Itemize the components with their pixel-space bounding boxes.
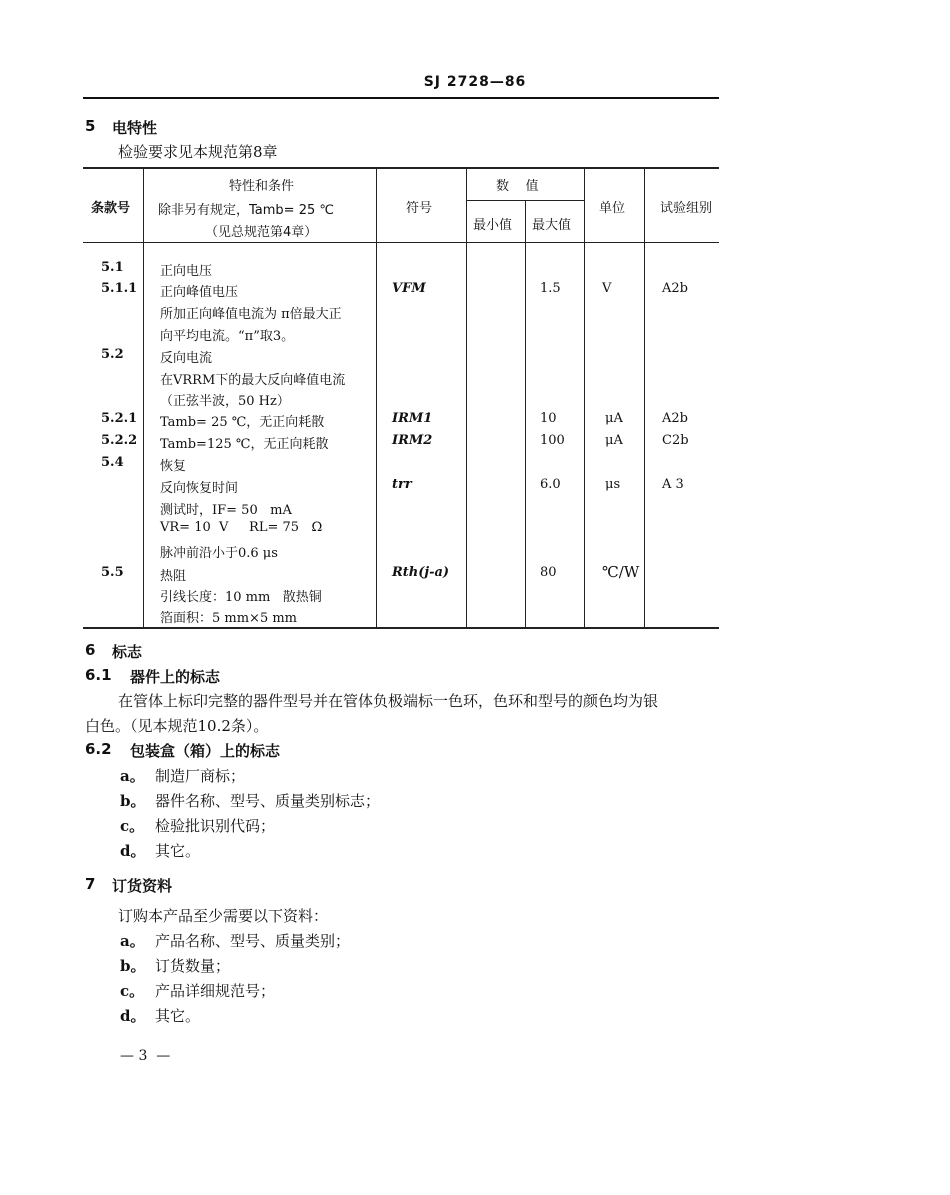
row-text: 热阻 [160, 569, 187, 584]
row-max: 10 [540, 411, 557, 426]
header-condition-line2: 除非另有规定，Tamb= 25 ℃ [158, 203, 334, 218]
table-col-rule [466, 168, 467, 627]
row-symbol: IRM2 [392, 433, 433, 448]
row-clause: 5.1.1 [101, 281, 138, 296]
list-item: 产品名称、型号、质量类别； [155, 932, 351, 950]
row-symbol: IRM1 [392, 411, 433, 426]
list-item: 器件名称、型号、质量类别标志； [155, 792, 381, 810]
list-item: 其它。 [155, 1007, 201, 1025]
row-clause: 5.2.1 [101, 411, 138, 426]
row-max: 6.0 [540, 477, 561, 492]
section-6-2-number: 6.2 [85, 740, 112, 758]
table-col-rule [376, 168, 377, 627]
row-text: 脉冲前沿小于0.6 μs [160, 546, 278, 561]
list-item: 制造厂商标； [155, 767, 246, 785]
row-unit: μs [605, 477, 621, 492]
row-text: Tamb=125 ℃，无正向耗散 [160, 437, 329, 452]
row-unit: V [602, 281, 612, 296]
section-6-paragraph-line1: 在管体上标印完整的器件型号并在管体负极端标一色环，色环和型号的颜色均为银 [118, 692, 659, 710]
section-7-title: 订货资料 [112, 877, 173, 895]
row-clause: 5.2 [101, 347, 124, 362]
table-header-rule [83, 242, 719, 243]
row-text: VR= 10 V RL= 75 Ω [160, 520, 323, 535]
table-col-rule [525, 200, 526, 627]
row-text: 恢复 [160, 459, 187, 474]
row-text: （正弦半波，50 Hz） [160, 394, 290, 409]
row-group: A2b [662, 411, 688, 426]
header-clause: 条款号 [91, 201, 131, 216]
section-6-title: 标志 [112, 643, 143, 661]
row-text: 反向恢复时间 [160, 481, 239, 496]
list-item-letter: d。 [120, 1007, 146, 1025]
table-col-rule [143, 168, 144, 627]
row-max: 100 [540, 433, 565, 448]
row-unit: μA [605, 411, 623, 426]
row-text: 向平均电流。“π”取3。 [160, 329, 295, 344]
document-code: SJ 2728—86 [423, 74, 527, 90]
page-number: — 3 — [120, 1048, 171, 1064]
section-5-intro: 检验要求见本规范第8章 [118, 143, 278, 161]
row-symbol: VFM [392, 281, 426, 296]
section-6-paragraph-line2: 白色。（见本规范10.2条）。 [85, 717, 269, 735]
row-clause: 5.4 [101, 455, 124, 470]
row-text: 正向电压 [160, 264, 213, 279]
list-item-letter: c。 [120, 982, 145, 1000]
section-6-1-title: 器件上的标志 [130, 668, 221, 686]
table-top-rule [83, 167, 719, 169]
row-clause: 5.5 [101, 565, 124, 580]
row-text: 所加正向峰值电流为 π倍最大正 [160, 307, 342, 322]
table-bottom-rule [83, 627, 719, 629]
section-6-number: 6 [85, 641, 96, 659]
list-item: 其它。 [155, 842, 201, 860]
row-text: 引线长度：10 mm 散热铜 [160, 590, 322, 605]
row-text: 反向电流 [160, 351, 213, 366]
header-group: 试验组别 [660, 201, 713, 216]
section-5-number: 5 [85, 117, 96, 135]
row-text: 正向峰值电压 [160, 285, 239, 300]
row-clause: 5.2.2 [101, 433, 138, 448]
row-group: C2b [662, 433, 689, 448]
row-text: Tamb= 25 ℃，无正向耗散 [160, 415, 325, 430]
header-symbol: 符号 [406, 201, 433, 216]
list-item-letter: d。 [120, 842, 146, 860]
row-clause: 5.1 [101, 260, 124, 275]
row-text: 箔面积：5 mm×5 mm [160, 611, 298, 626]
list-item: 检验批识别代码； [155, 817, 276, 835]
row-unit: μA [605, 433, 623, 448]
list-item-letter: b。 [120, 957, 146, 975]
row-group: A2b [662, 281, 688, 296]
section-6-1-number: 6.1 [85, 666, 112, 684]
section-7-intro: 订购本产品至少需要以下资料： [118, 907, 329, 925]
header-condition-line1: 特性和条件 [229, 179, 295, 194]
row-max: 80 [540, 565, 557, 580]
header-condition-line3: （见总规范第4章） [205, 225, 318, 240]
row-unit: ℃/W [602, 563, 640, 581]
header-value: 数 值 [496, 179, 539, 194]
list-item-letter: c。 [120, 817, 145, 835]
section-5-title: 电特性 [112, 119, 158, 137]
list-item: 产品详细规范号； [155, 982, 276, 1000]
section-6-2-title: 包装盒（箱）上的标志 [130, 742, 281, 760]
list-item-letter: a。 [120, 932, 145, 950]
row-text: 测试时，IF= 50 mA [160, 503, 292, 518]
row-max: 1.5 [540, 281, 561, 296]
list-item-letter: b。 [120, 792, 146, 810]
header-max: 最大值 [532, 218, 572, 233]
row-group: A 3 [662, 477, 684, 492]
row-text: 在VRRM下的最大反向峰值电流 [160, 373, 346, 388]
row-symbol: trr [392, 477, 412, 492]
list-item: 订货数量； [155, 957, 231, 975]
header-unit: 单位 [599, 201, 626, 216]
table-col-rule [644, 168, 645, 627]
section-7-number: 7 [85, 875, 96, 893]
header-rule [83, 97, 719, 99]
table-col-rule [584, 168, 585, 627]
row-symbol: Rth(j-a) [392, 565, 450, 580]
header-min: 最小值 [473, 218, 513, 233]
list-item-letter: a。 [120, 767, 145, 785]
